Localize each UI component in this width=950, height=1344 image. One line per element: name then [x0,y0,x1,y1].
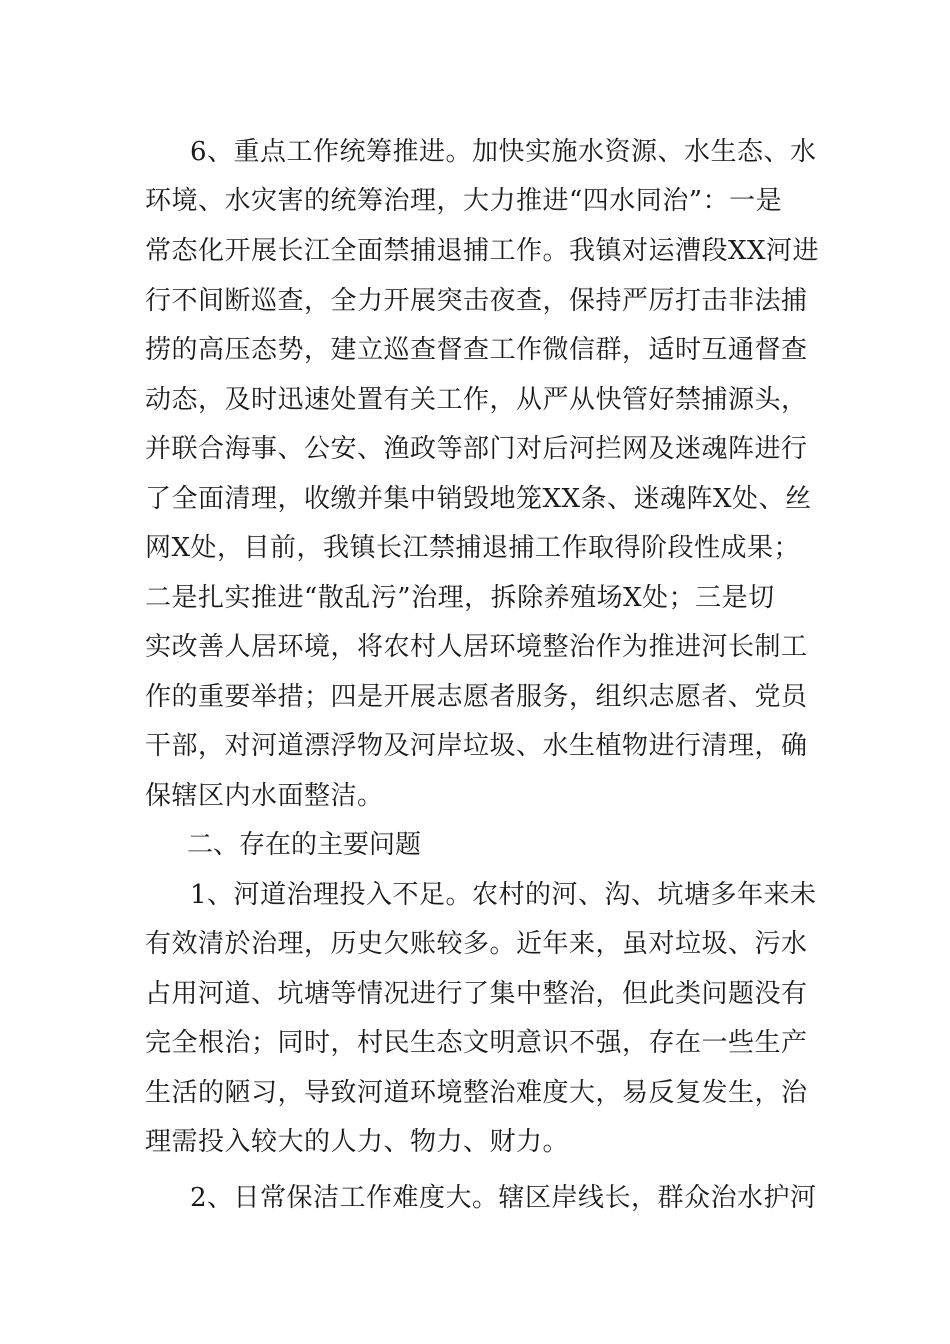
paragraph-line: 完全根治；同时，村民生态文明意识不强，存在一些生产 [145,1028,808,1058]
paragraph-line: 二是扎实推进“散乱污”治理，拆除养殖场X处；三是切 [145,583,775,613]
paragraph-line: 并联合海事、公安、渔政等部门对后河拦网及迷魂阵进行 [145,434,808,464]
paragraph-line: 网X处，目前，我镇长江禁捕退捕工作取得阶段性成果； [145,533,801,563]
paragraph-line: 行不间断巡查，全力开展突击夜查，保持严厉打击非法捕 [145,286,808,316]
paragraph-line: 常态化开展长江全面禁捕退捕工作。我镇对运漕段XX河进 [145,236,820,266]
paragraph-line: 保辖区内水面整洁。 [145,781,384,811]
paragraph-line: 占用河道、坑塘等情况进行了集中整治，但此类问题没有 [145,979,808,1009]
section-heading: 二、存在的主要问题 [187,830,422,860]
paragraph-line: 6、重点工作统筹推进。加快实施水资源、水生态、水 [190,137,817,167]
paragraph-line: 环境、水灾害的统筹治理，大力推进“四水同治”：一是 [145,186,783,216]
paragraph-line: 有效清於治理，历史欠账较多。近年来，虽对垃圾、污水 [145,929,808,959]
paragraph-line: 动态，及时迅速处置有关工作，从严从快管好禁捕源头， [145,385,808,415]
paragraph-line: 作的重要举措；四是开展志愿者服务，组织志愿者、党员 [145,682,808,712]
paragraph-line: 实改善人居环境，将农村人居环境整治作为推进河长制工 [145,632,808,662]
paragraph-line: 干部，对河道漂浮物及河岸垃圾、水生植物进行清理，确 [145,731,808,761]
paragraph-line: 1、河道治理投入不足。农村的河、沟、坑塘多年来未 [190,880,817,910]
paragraph-line: 2、日常保洁工作难度大。辖区岸线长，群众治水护河 [190,1183,817,1213]
paragraph-line: 了全面清理，收缴并集中销毁地笼XX条、迷魂阵X处、丝 [145,484,812,514]
paragraph-line: 生活的陋习，导致河道环境整治难度大，易反复发生，治 [145,1078,808,1108]
paragraph-line: 理需投入较大的人力、物力、财力。 [145,1127,570,1157]
paragraph-line: 捞的高压态势，建立巡查督查工作微信群，适时互通督查 [145,335,808,365]
